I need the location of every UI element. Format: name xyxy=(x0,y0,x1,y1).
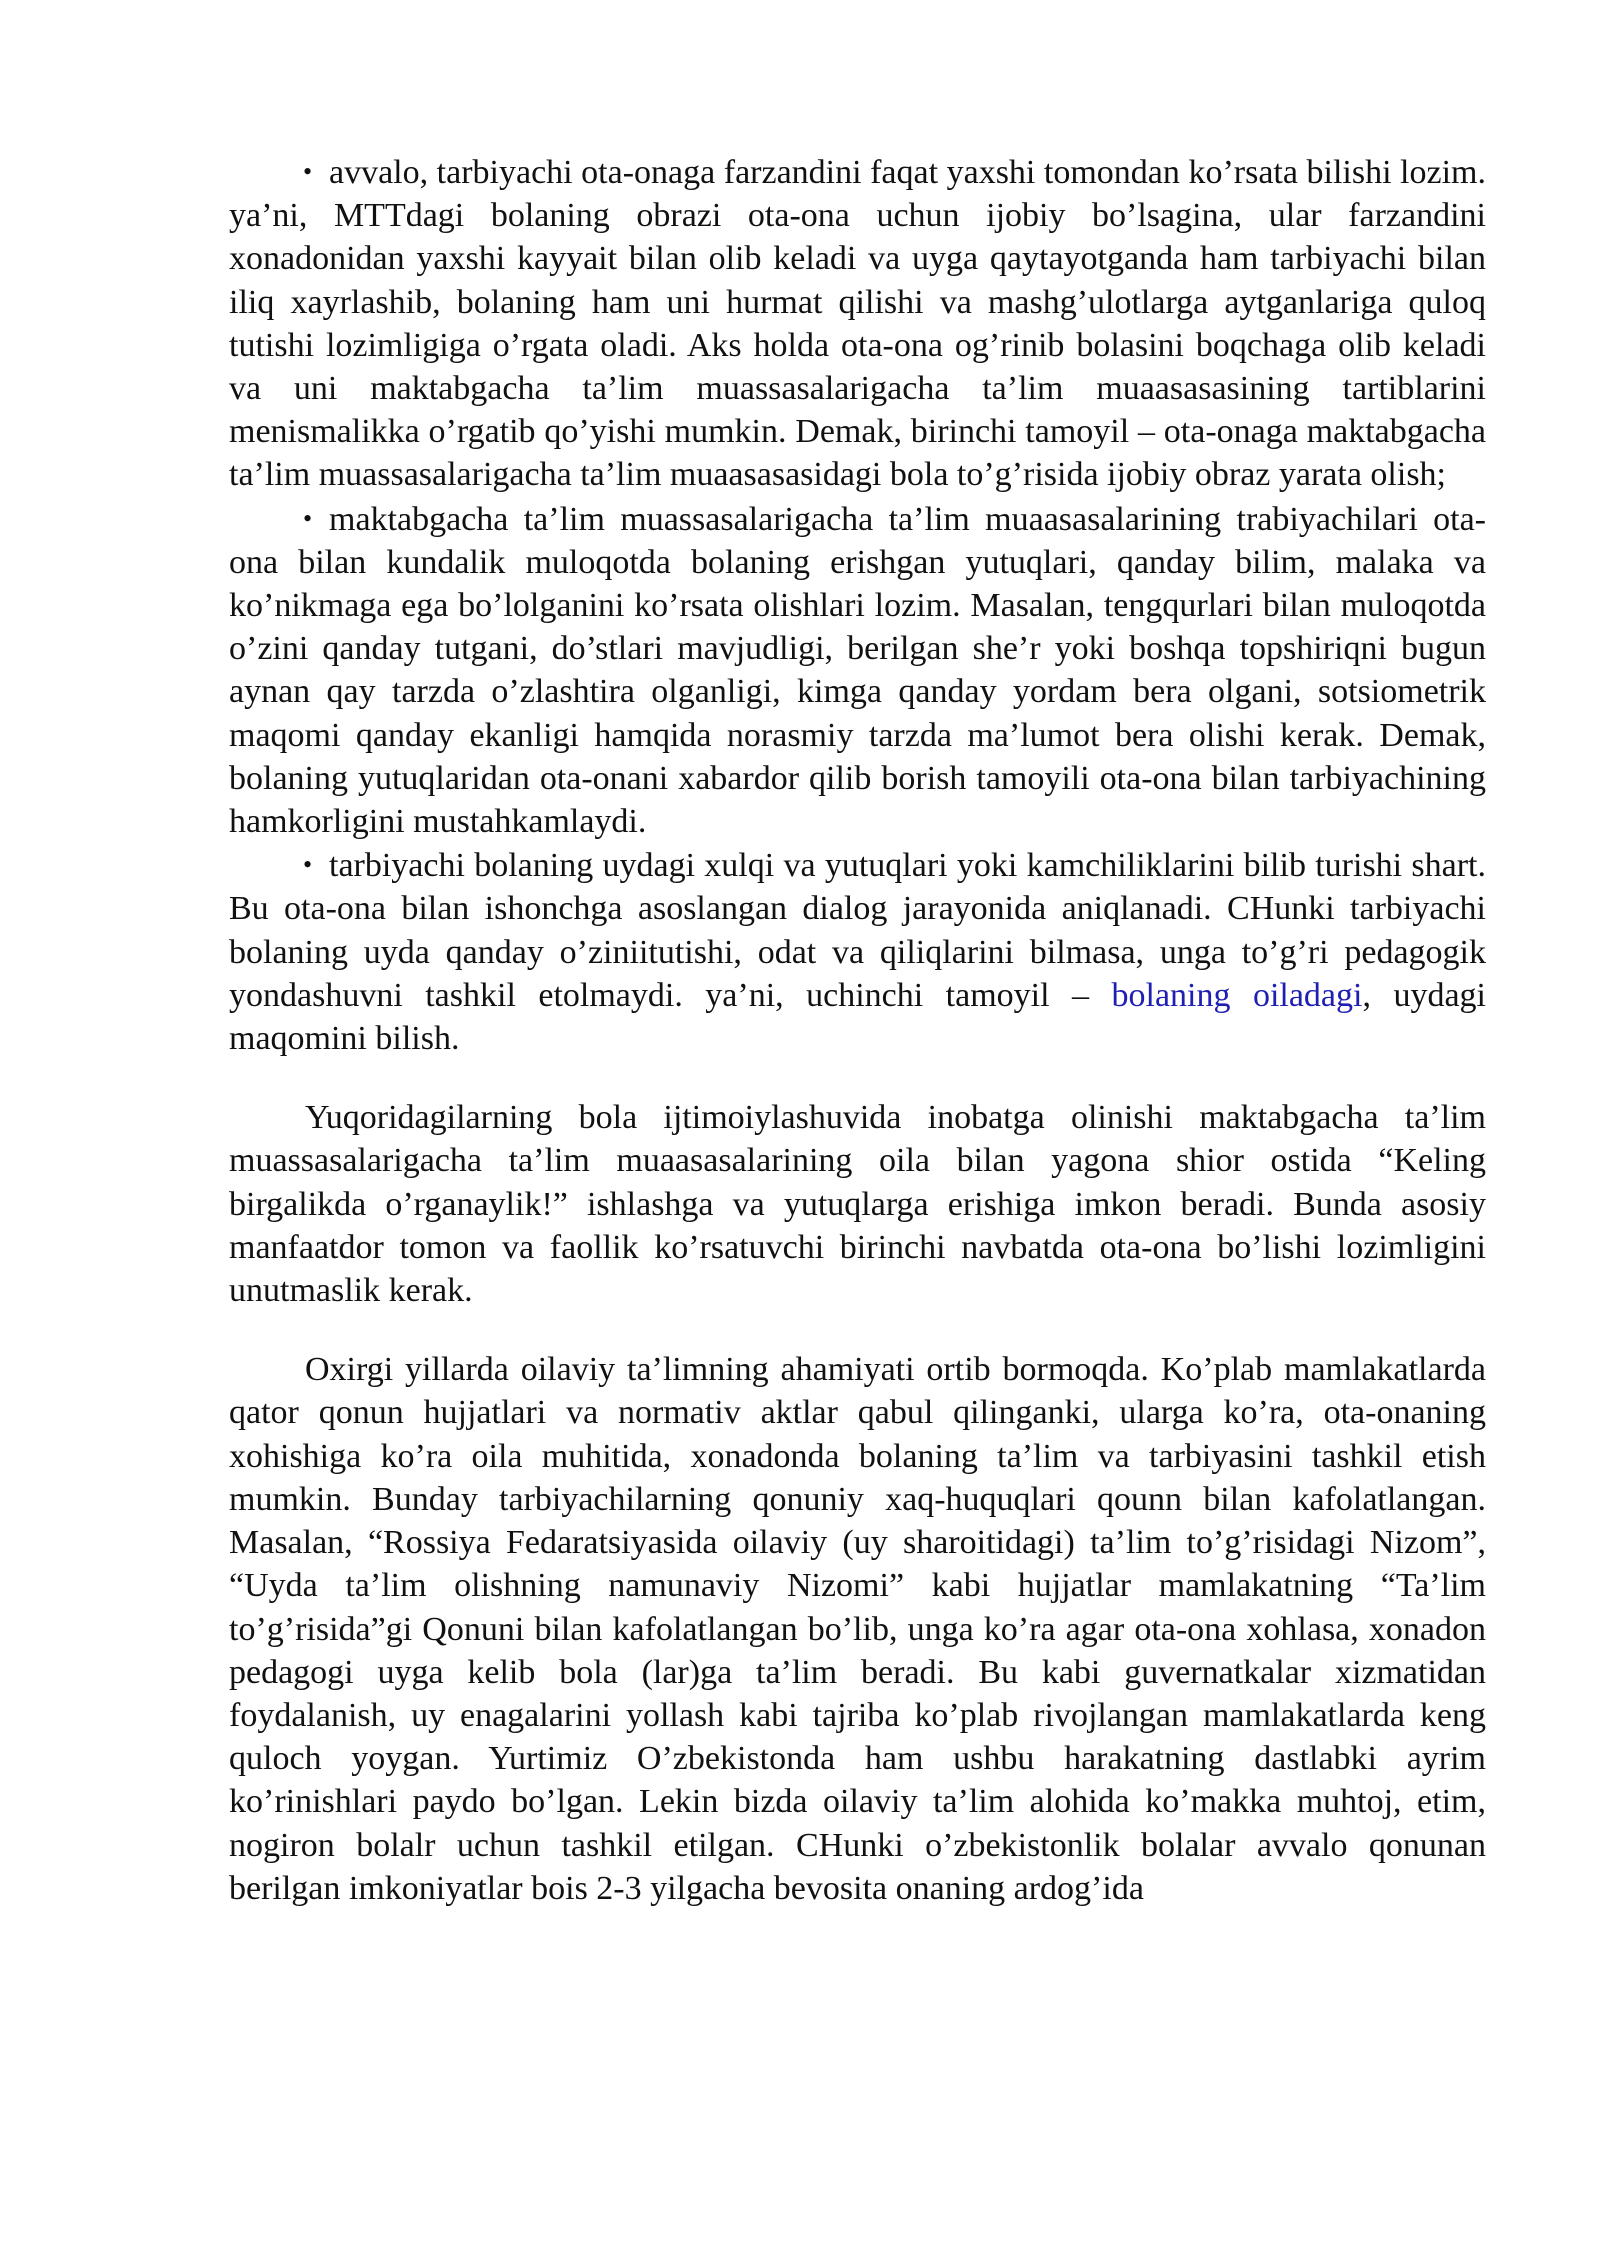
text-flow xyxy=(229,150,1486,1910)
body-paragraph: Oxirgi yillarda oilaviy ta’limning ahamiyati ortib bormoqda. Ko’plab mamlakatlarda qator qonun hujjatlari va normativ aktlar qabul qilinganki, ularga ko’ra, ota-onaning xohishiga ko’ra oila muhitida, xonadonda bolaning ta’lim va tarbiyasini tashkil etish mumkin. Bunday tarbiyachilarning qonuniy xaq-huquqlari qounn bilan kafolatlangan. Masalan, “Rossiya Fedaratsiyasida oilaviy (uy sharoitidagi) ta’lim to’g’risidagi Nizom”, “Uyda ta’lim olishning namunaviy Nizomi” kabi hujjatlar mamlakatning “Ta’lim to’g’risida”gi Qonuni bilan kafolatlangan bo’lib, unga ko’ra agar ota-ona xohlasa, xonadon pedagogi uyga kelib bola (lar)ga ta’lim beradi. Bu kabi guvernatkalar xizmatidan foydalanish, uy enagalarini yollash kabi tajriba ko’plab rivojlangan mamlakatlarda keng quloch yoygan. Yurtimiz O’zbekistonda ham ushbu harakatning dastlabki ayrim ko’rinishlari paydo bo’lgan. Lekin bizda oilaviy ta’lim alohida ko’makka muhtoj, etim, nogiron bolalr uchun tashkil etilgan. CHunki o’zbekistonlik bolalar avvalo qonunan berilgan imkoniyatlar bois 2-3 yilgacha bevosita onaning ardog’ida xyxy=(229,1351,1486,1907)
bullet-text: avvalo, tarbiyachi ota-onaga farzandini faqat yaxshi tomondan ko’rsata bilishi lozim. ya’ni, MTTdagi bolaning obrazi ota-ona uchun ijobiy bo’lsagina, ular farzandini xonadonidan yaxshi kayyait bilan olib keladi va uyga qaytayotganda ham tarbiyachi bilan iliq xayrlashib, bolaning ham uni hurmat qilishi va mashg’ulotlarga aytganlariga quloq tutishi lozimligiga o’rgata oladi. Aks holda ota-ona og’rinib bolasini boqchaga olib keladi va uni maktabgacha ta’lim muassasalarigacha ta’lim muaasasasining tartiblarini menismalikka o’rgatib qo’yishi mumkin. Demak, birinchi tamoyil – ota-onaga maktabgacha ta’lim muassasalarigacha ta’lim muaasasasidagi bola to’g’risida ijobiy obraz yarata olish; xyxy=(229,154,1486,494)
list-item xyxy=(229,150,1486,497)
bullet-text: tarbiyachi bolaning uydagi xulqi va yutuqlari yoki kamchiliklarini bilib turishi shart. Bu ota-ona bilan ishonchga asoslangan dialog jarayonida aniqlanadi. CHunki tarbiyachi bolaning uyda qanday o’ziniitutishi, odat va qiliqlarini bilmasa, unga to’g’ri pedagogik yondashuvni tashkil etolmaydi. ya’ni, uchinchi tamoyil – xyxy=(229,847,1486,1014)
bullet-text-end: , uydagi maqomini bilish. xyxy=(229,976,1486,1058)
paragraph-gap xyxy=(229,1312,1486,1348)
bullet-marker: • xyxy=(303,503,313,533)
list-item xyxy=(229,497,1486,844)
body-paragraph: Yuqoridagilarning bola ijtimoiylashuvida inobatga olinishi maktabgacha ta’lim muassasalarigacha ta’lim muaasasalarining oila bilan yagona shior ostida “Keling birgalikda o’rganaylik!” ishlashga va yutuqlarga erishiga imkon beradi. Bunda asosiy manfaatdor tomon va faollik ko’rsatuvchi birinchi navbatda ota-ona bo’lishi lozimligini unutmaslik kerak. xyxy=(229,1099,1486,1310)
list-item xyxy=(229,843,1486,1060)
bullet-text: maktabgacha ta’lim muassasalarigacha ta’lim muaasasalarining trabiyachilari ota-ona bilan kundalik muloqotda bolaning erishgan yutuqlari, qanday bilim, malaka va ko’nikmaga ega bo’lolganini ko’rsata olishlari lozim. Masalan, tengqurlari bilan muloqotda o’zini qanday tutgani, do’stlari mavjudligi, berilgan she’r yoki boshqa topshiriqni bugun aynan qay tarzda o’zlashtira olganligi, kimga qanday yordam bera olgani, sotsiometrik maqomi qanday ekanligi hamqida norasmiy tarzda ma’lumot bera olishi kerak. Demak, bolaning yutuqlaridan ota-onani xabardor qilib borish tamoyili ota-ona bilan tarbiyachining hamkorligini mustahkamlaydi. xyxy=(229,500,1486,841)
bullet-marker: • xyxy=(303,850,313,880)
bullet-marker: • xyxy=(303,157,313,186)
inline-link[interactable]: bolaning oiladagi xyxy=(1111,976,1363,1014)
paragraph-gap xyxy=(229,1060,1486,1096)
